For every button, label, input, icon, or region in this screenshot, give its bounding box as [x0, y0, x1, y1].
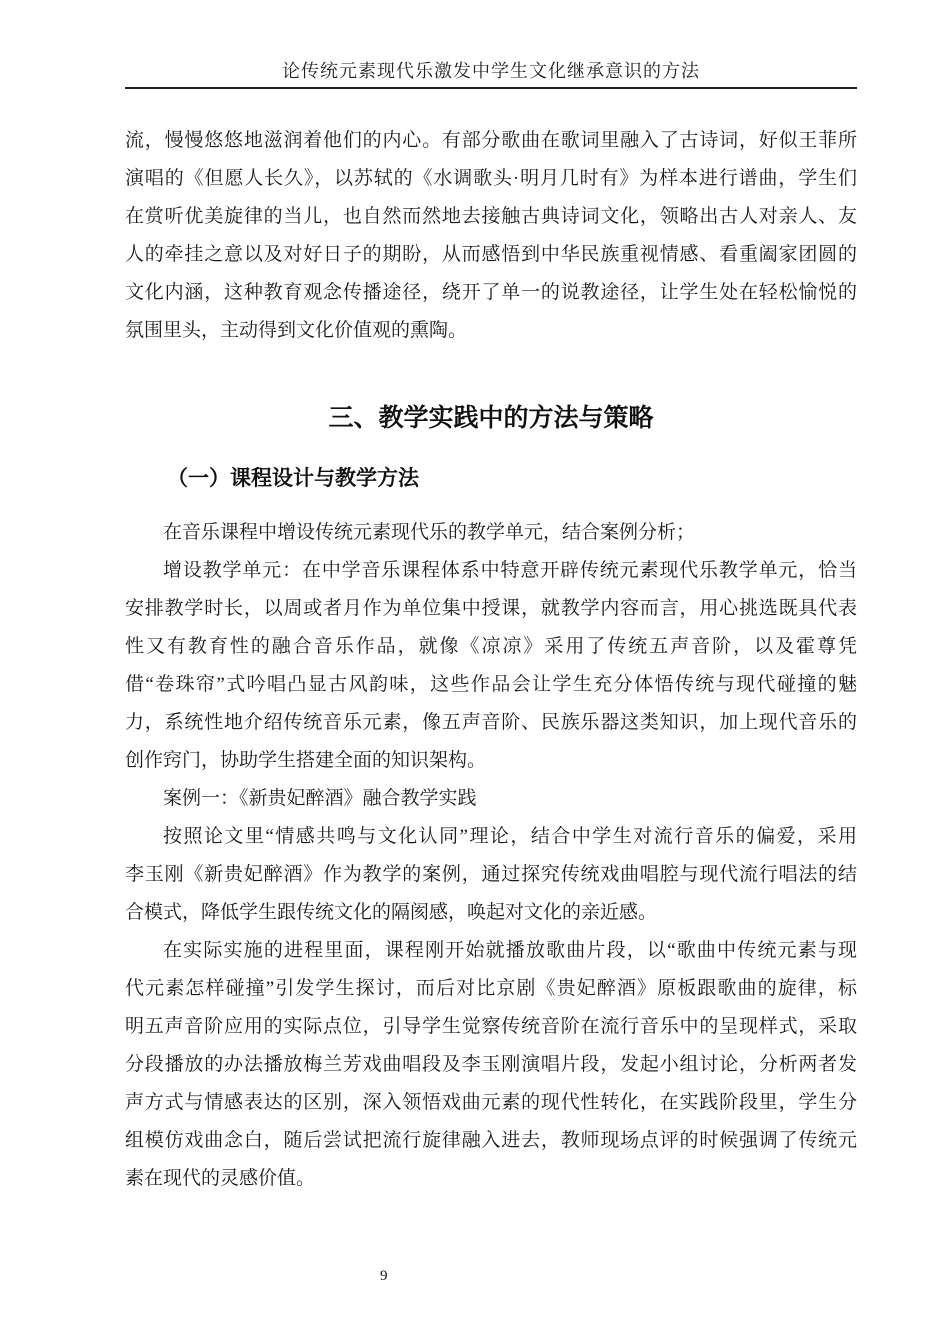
text-line: 创作窍门，协助学生搭建全面的知识架构。	[125, 750, 487, 771]
text-line: 组模仿戏曲念白，随后尝试把流行旋律融入进去，教师现场点评的时候强调了传统元	[125, 1130, 857, 1151]
text-line: 文化内涵，这种教育观念传播途径，绕开了单一的说教途径，让学生处在轻松愉悦的	[125, 282, 857, 303]
paragraph-teaching-unit	[125, 552, 857, 780]
text-line: 在音乐课程中增设传统元素现代乐的教学单元，结合案例分析；	[163, 522, 696, 543]
running-head-title: 论传统元素现代乐激发中学生文化继承意识的方法	[282, 61, 700, 81]
text-line: 按照论文里“情感共鸣与文化认同”理论，结合中学生对流行音乐的偏爱，采用	[163, 826, 857, 847]
text-line: 素在现代的灵感价值。	[125, 1168, 316, 1189]
header-rule	[125, 87, 857, 89]
text-line: 案例一：《新贵妃醉酒》融合教学实践	[163, 788, 477, 809]
text-line: 流，慢慢悠悠地滋润着他们的内心。有部分歌曲在歌词里融入了古诗词，好似王菲所	[125, 130, 857, 151]
text-line: 性又有教育性的融合音乐作品，就像《凉凉》采用了传统五声音阶，以及霍尊凭	[125, 636, 857, 657]
text-line: 借“卷珠帘”式吟唱凸显古风韵味，这些作品会让学生充分体悟传统与现代碰撞的魅	[125, 674, 857, 695]
text-line: 明五声音阶应用的实际点位，引导学生觉察传统音阶在流行音乐中的呈现样式，采取	[125, 1016, 857, 1037]
text-line: 力，系统性地介绍传统音乐元素，像五声音阶、民族乐器这类知识，加上现代音乐的	[125, 712, 857, 733]
text-line: 代元素怎样碰撞”引发学生探讨，而后对比京剧《贵妃醉酒》原板跟歌曲的旋律，标	[125, 978, 857, 999]
paragraph-implementation	[125, 932, 857, 1198]
paragraph-continued	[125, 122, 857, 350]
text-line: 李玉刚《新贵妃醉酒》作为教学的案例，通过探究传统戏曲唱腔与现代流行唱法的结	[125, 864, 857, 885]
page-header	[125, 0, 857, 89]
text-line: 演唱的《但愿人长久》，以苏轼的《水调歌头·明月几时有》为样本进行谱曲，学生们	[125, 168, 857, 189]
page-number: 9	[380, 1268, 388, 1284]
text-line: 声方式与情感表达的区别，深入领悟戏曲元素的现代性转化，在实践阶段里，学生分	[125, 1092, 857, 1113]
text-line: 在赏听优美旋律的当儿，也自然而然地去接触古典诗词文化，领略出古人对亲人、友	[125, 206, 857, 227]
text-line: 安排教学时长，以周或者月作为单位集中授课，就教学内容而言，用心挑选既具代表	[125, 598, 857, 619]
text-line: 氛围里头，主动得到文化价值观的熏陶。	[125, 320, 468, 341]
paragraph-case-title	[125, 780, 857, 818]
text-line: 合模式，降低学生跟传统文化的隔阂感，唤起对文化的亲近感。	[125, 902, 658, 923]
text-line: 分段播放的办法播放梅兰芳戏曲唱段及李玉刚演唱片段，发起小组讨论，分析两者发	[125, 1054, 857, 1075]
text-column	[125, 0, 857, 1198]
text-line: 人的牵挂之意以及对好日子的期盼，从而感悟到中华民族重视情感、看重阖家团圆的	[125, 244, 857, 265]
sub-heading: （一）课程设计与教学方法	[167, 467, 419, 490]
section-heading: 三、教学实践中的方法与策略	[328, 404, 654, 432]
text-line: 在实际实施的进程里面，课程刚开始就播放歌曲片段，以“歌曲中传统元素与现	[163, 940, 857, 961]
paragraph-case-theory	[125, 818, 857, 932]
text-line: 增设教学单元：在中学音乐课程体系中特意开辟传统元素现代乐教学单元，恰当	[163, 560, 857, 581]
paragraph-intro	[125, 514, 857, 552]
